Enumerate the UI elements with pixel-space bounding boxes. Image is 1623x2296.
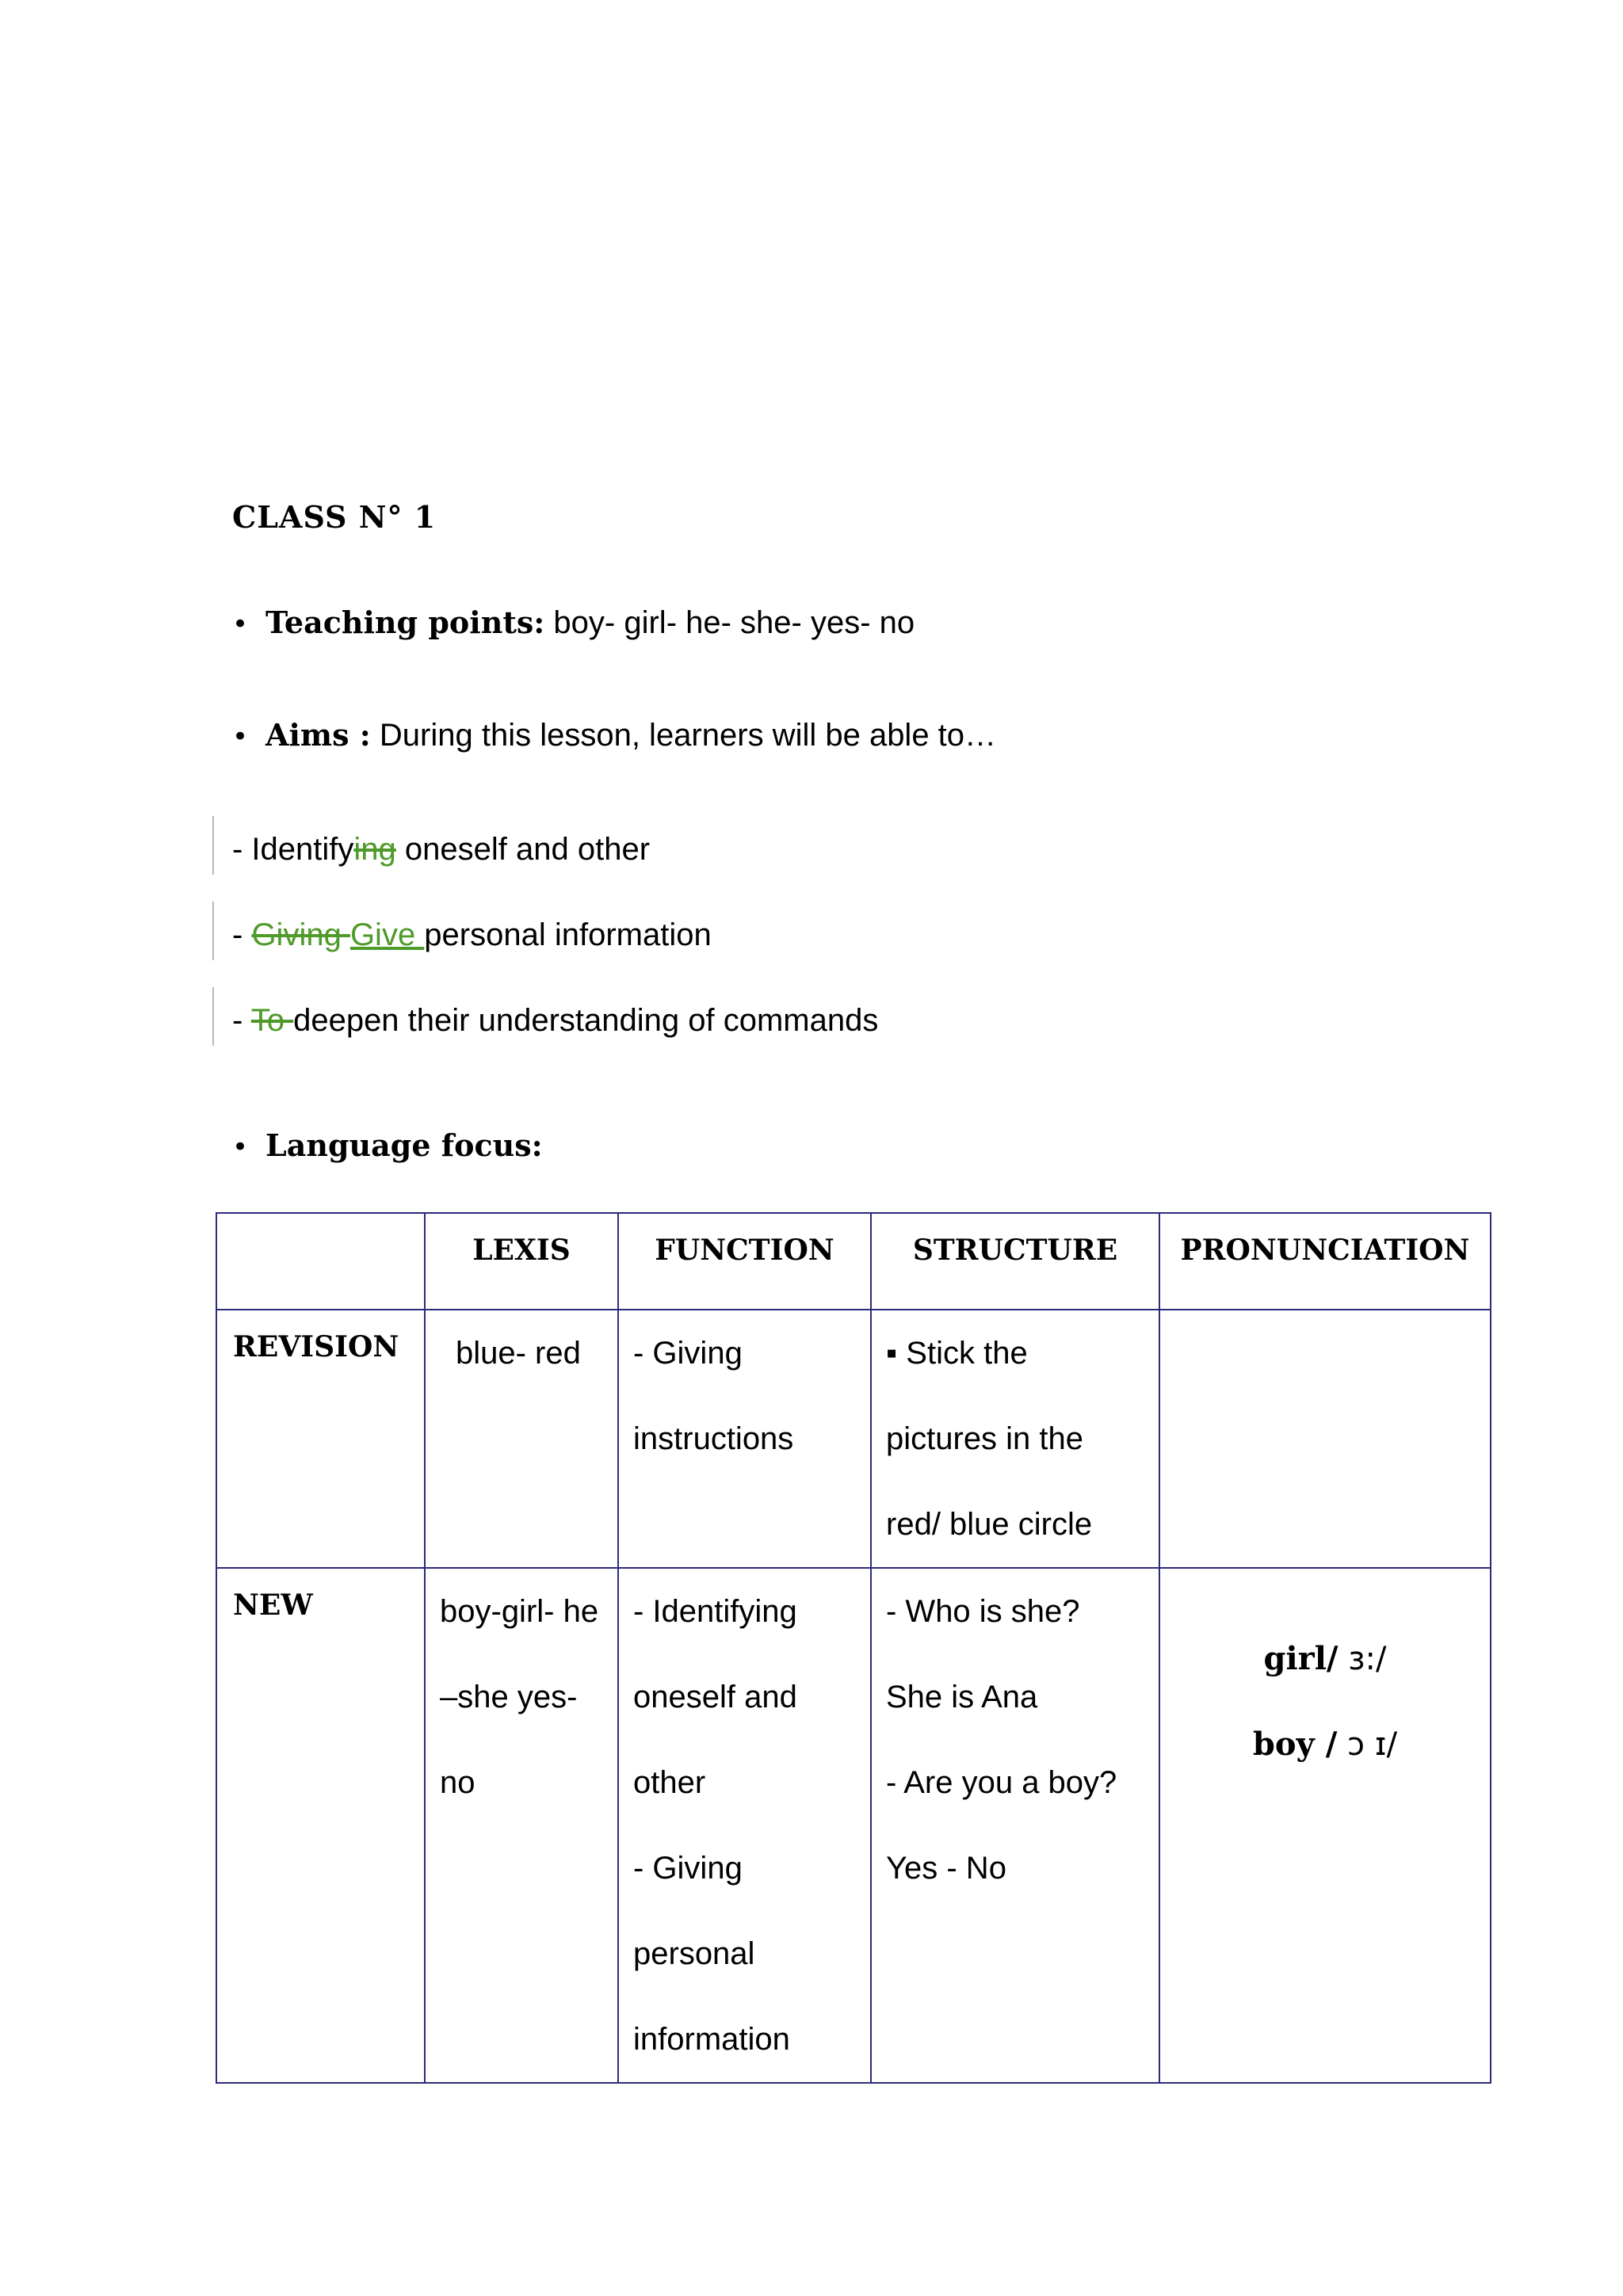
- aims-line: [232, 717, 996, 753]
- header-cell: FUNCTION: [618, 1213, 871, 1310]
- function-cell: [618, 1310, 871, 1568]
- bullet-icon: •: [232, 1131, 249, 1163]
- row-label: NEW: [216, 1568, 425, 2083]
- row-label: REVISION: [216, 1310, 425, 1568]
- language-focus-table: [216, 1212, 1491, 2084]
- page-title: CLASS N° 1: [232, 499, 437, 535]
- header-cell: [216, 1213, 425, 1310]
- pronunciation-entry: [1160, 1616, 1490, 1702]
- pron-ipa: ɔ ɪ/: [1337, 1726, 1398, 1763]
- deleted-text: ing: [353, 832, 396, 867]
- lexis-cell: [425, 1310, 618, 1568]
- cell-line: - Who is she?: [886, 1594, 1080, 1629]
- pronunciation-entry: [1160, 1702, 1490, 1787]
- inserted-text: Give: [349, 917, 425, 952]
- function-cell: [618, 1568, 871, 2083]
- cell-line: - Giving: [633, 1851, 743, 1886]
- teaching-points-line: [232, 605, 915, 641]
- teaching-points-text: boy- girl- he- she- yes- no: [544, 605, 915, 640]
- bullet-icon: •: [232, 721, 249, 753]
- cell-line: personal: [633, 1936, 755, 1971]
- cell-line: blue- red: [456, 1336, 581, 1371]
- aim-item: [232, 1003, 878, 1039]
- structure-cell: [871, 1568, 1159, 2083]
- aim-item: [232, 832, 650, 868]
- pron-ipa: ɜ:/: [1338, 1641, 1387, 1677]
- cell-line: red/ blue circle: [886, 1507, 1093, 1542]
- cell-line: Yes - No: [886, 1851, 1006, 1886]
- cell-line: information: [633, 2022, 790, 2057]
- header-cell: STRUCTURE: [871, 1213, 1159, 1310]
- cell-line: She is Ana: [886, 1680, 1038, 1714]
- aim-item-text: -: [232, 1003, 251, 1038]
- pron-word: boy /: [1252, 1726, 1338, 1763]
- cell-line: - Giving: [633, 1336, 743, 1371]
- aim-item-text: - Identify: [232, 832, 354, 867]
- teaching-points-label: Teaching points:: [265, 605, 545, 640]
- deleted-text: Giving: [251, 917, 350, 952]
- cell-line: boy-girl- he: [440, 1594, 599, 1629]
- header-cell: LEXIS: [425, 1213, 618, 1310]
- pron-word: girl/: [1263, 1640, 1338, 1677]
- change-bar: [212, 902, 214, 960]
- structure-cell: [871, 1310, 1159, 1568]
- change-bar: [212, 816, 214, 875]
- table-row: [216, 1310, 1491, 1568]
- aim-item-text: -: [232, 917, 252, 952]
- change-bar: [212, 987, 214, 1046]
- deleted-text: To: [250, 1003, 294, 1038]
- aim-item-text: deepen their understanding of commands: [293, 1003, 879, 1038]
- cell-line: oneself and: [633, 1680, 797, 1714]
- cell-line: no: [440, 1765, 475, 1800]
- pronunciation-cell: [1159, 1568, 1491, 2083]
- aims-text: During this lesson, learners will be able to…: [370, 718, 997, 753]
- aim-item: [232, 917, 712, 953]
- aim-item-text: oneself and other: [395, 832, 651, 867]
- pronunciation-cell: [1159, 1310, 1491, 1568]
- cell-line: ▪ Stick the: [886, 1336, 1028, 1371]
- cell-line: instructions: [633, 1421, 794, 1456]
- header-cell: PRONUNCIATION: [1159, 1213, 1491, 1310]
- cell-line: pictures in the: [886, 1421, 1084, 1456]
- aims-label: Aims :: [265, 717, 371, 753]
- aim-item-text: personal information: [424, 917, 712, 952]
- table-row: [216, 1568, 1491, 2083]
- cell-line: –she yes-: [440, 1680, 578, 1714]
- lexis-cell: [425, 1568, 618, 2083]
- cell-line: - Are you a boy?: [886, 1765, 1117, 1800]
- language-focus-line: [232, 1127, 543, 1164]
- table-header-row: [216, 1213, 1491, 1310]
- cell-line: - Identifying: [633, 1594, 797, 1629]
- language-focus-label: Language focus:: [265, 1127, 543, 1163]
- bullet-icon: •: [232, 608, 249, 640]
- cell-line: other: [633, 1765, 706, 1800]
